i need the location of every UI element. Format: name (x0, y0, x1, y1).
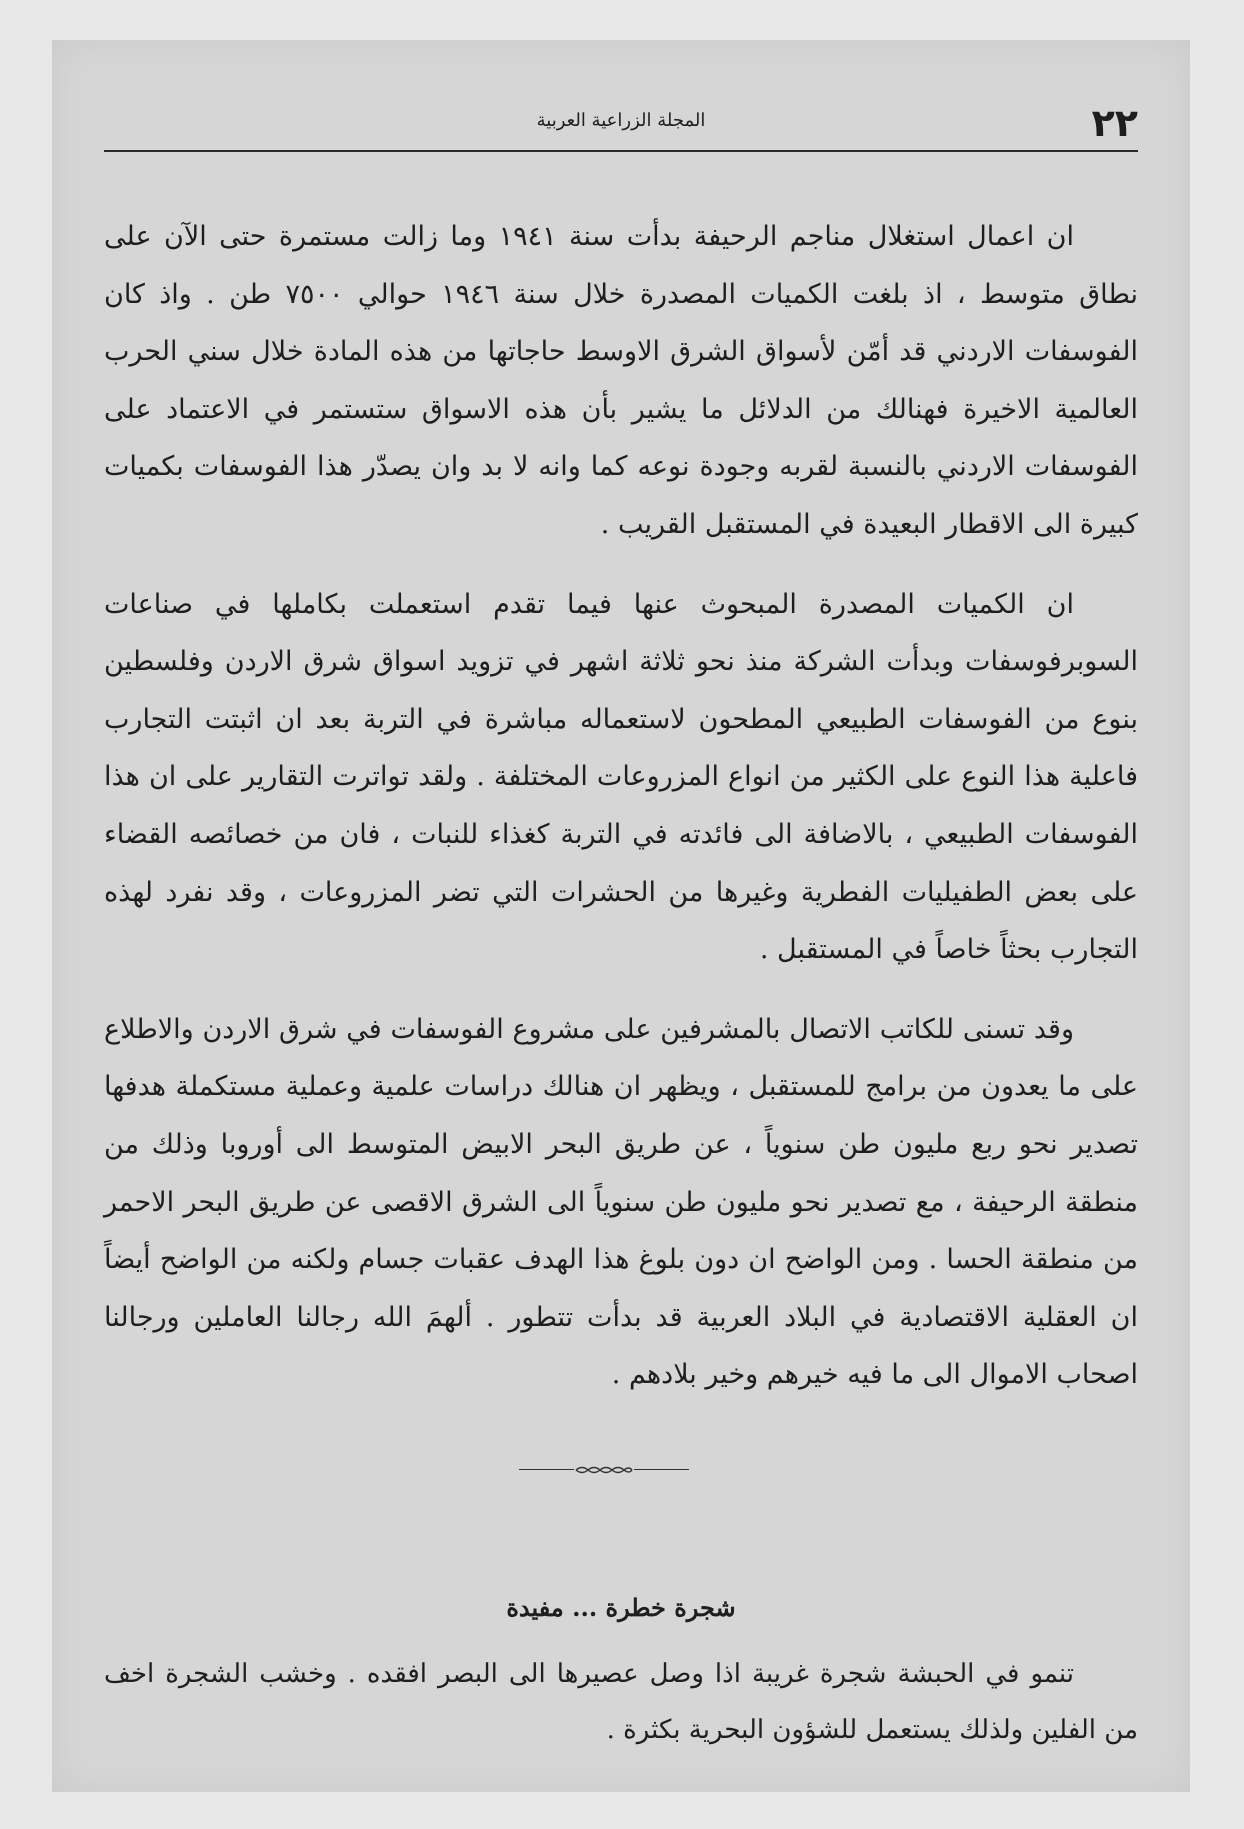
page-header (104, 100, 1138, 152)
running-title: المجلة الزراعية العربية (536, 110, 706, 131)
section-paragraph: تنمو في الحبشة شجرة غريبة اذا وصل عصيرها الى البصر افقده . وخشب الشجرة اخف من الفلين ولذلك يستعمل للشؤون البحرية بكثرة . (104, 1659, 1138, 1745)
section-divider (519, 1464, 689, 1476)
article-body (104, 208, 1138, 1426)
article-paragraph-1: ان اعمال استغلال مناجم الرحيفة بدأت سنة ١٩٤١ وما زالت مستمرة حتى الآن على نطاق متوسط ، اذ بلغت الكميات المصدرة خلال سنة ١٩٤٦ حوالي ٧٥٠٠ طن . واذ كان الفوسفات الاردني قد أمّن لأسواق الشرق الاوسط حاجاتها من هذه المادة خلال سني الحرب العالمية الاخيرة فهنالك من الدلائل ما يشير بأن هذه الاسواق ستستمر في الاعتماد على الفوسفات الاردني بالنسبة لقربه وجودة نوعه كما وانه لا بد وان يصدّر هذا الفوسفات بكميات كبيرة الى الاقطار البعيدة في المستقبل القريب . (104, 221, 1138, 540)
article-paragraph-3: وقد تسنى للكاتب الاتصال بالمشرفين على مشروع الفوسفات في شرق الاردن والاطلاع على ما يعدون من برامج للمستقبل ، ويظهر ان هنالك دراسات علمية وعملية مستكملة هدفها تصدير نحو ربع مليون طن سنوياً ، عن طريق البحر الابيض المتوسط الى أوروبا وذلك من منطقة الرحيفة ، مع تصدير نحو مليون طن سنوياً الى الشرق الاقصى عن طريق البحر الاحمر من منطقة الحسا . ومن الواضح ان دون بلوغ هذا الهدف عقبات جسام ولكنه من الواضح أيضاً ان العقلية الاقتصادية في البلاد العربية قد بدأت تتطور . ألهمَ الله رجالنا العاملين ورجالنا اصحاب الاموال الى ما فيه خيرهم وخير بلادهم . (104, 1013, 1138, 1391)
article-paragraph-2: ان الكميات المصدرة المبحوث عنها فيما تقدم استعملت بكاملها في صناعات السوبرفوسفات وبدأت الشركة منذ نحو ثلاثة اشهر في تزويد اسواق شرق الاردن وفلسطين بنوع من الفوسفات الطبيعي المطحون لاستعماله مباشرة في التربة بعد ان اثبتت التجارب فاعلية هذا النوع على الكثير من انواع المزروعات المختلفة . ولقد تواترت التقارير على ان هذا الفوسفات الطبيعي ، بالاضافة الى فائدته في التربة كغذاء للنبات ، فان من خصائصه القضاء على بعض الطفيليات الفطرية وغيرها من الحشرات التي تضر المزروعات ، وقد نفرد لهذه التجارب بحثاً خاصاً في المستقبل . (104, 588, 1138, 966)
page-number: ٢٢ (1091, 101, 1138, 145)
document-page (52, 40, 1190, 1792)
section-title: شجرة خطرة ... مفيدة (506, 1593, 736, 1622)
short-article (104, 1588, 1138, 1780)
divider-ornament-icon (574, 1464, 634, 1476)
